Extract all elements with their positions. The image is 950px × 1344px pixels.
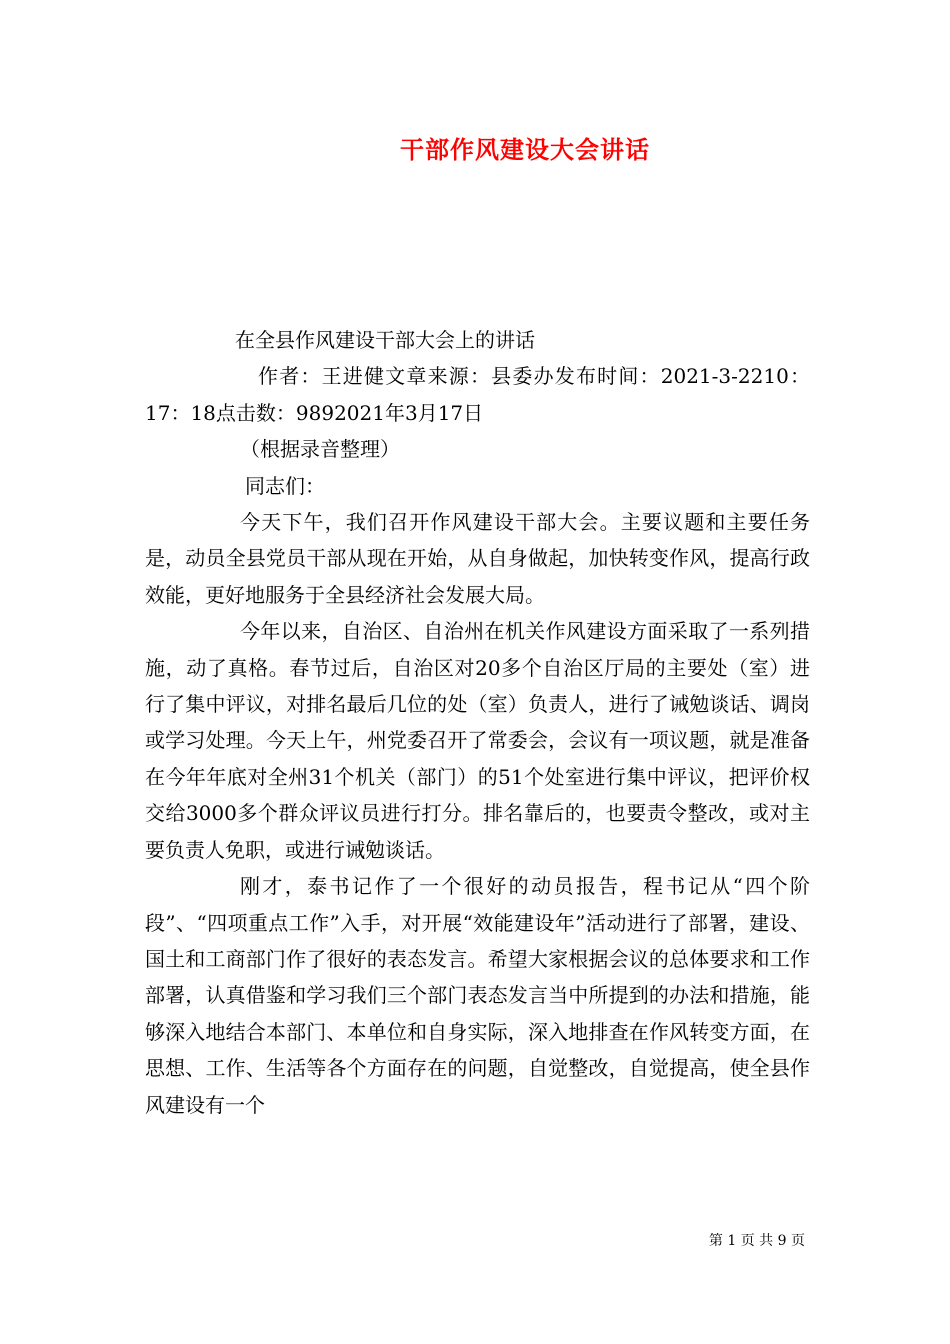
document-body [145,322,810,1123]
page-footer: 第 1 页 共 9 页 [708,1233,805,1249]
document-title: 干部作风建设大会讲话 [400,135,650,164]
article-meta: 作者：王进健文章来源：县委办发布时间：2021-3-2210：17：18点击数：9892021年3月17日 [145,364,810,425]
recording-note: （根据录音整理） [240,437,400,462]
paragraph: 刚才，泰书记作了一个很好的动员报告，程书记从“四个阶段”、“四项重点工作”入手，对开展“效能建设年”活动进行了部署，建设、国土和工商部门作了很好的表态发言。希望大家根据会议的总体要求和工作部署，认真借鉴和学习我们三个部门表态发言当中所提到的办法和措施，能够深入地结合本部门、本单位和自身实际，深入地排查在作风转变方面，在思想、工作、生活等各个方面存在的问题，自觉整改，自觉提高，使全县作风建设有一个 [145,874,810,1117]
paragraph: 今天下午，我们召开作风建设干部大会。主要议题和主要任务是，动员全县党员干部从现在开始，从自身做起，加快转变作风，提高行政效能，更好地服务于全县经济社会发展大局。 [145,510,810,607]
greeting: 同志们： [245,473,325,498]
paragraph: 今年以来，自治区、自治州在机关作风建设方面采取了一系列措施，动了真格。春节过后，自治区对20多个自治区厅局的主要处（室）进行了集中评议，对排名最后几位的处（室）负责人，进行了诫勉谈话、调岗或学习处理。今天上午，州党委召开了常委会，会议有一项议题，就是准备在今年年底对全州31个机关（部门）的51个处室进行集中评议，把评价权交给3000多个群众评议员进行打分。排名靠后的，也要责令整改，或对主要负责人免职，或进行诫勉谈话。 [145,619,810,862]
speech-subtitle: 在全县作风建设干部大会上的讲话 [235,328,535,352]
